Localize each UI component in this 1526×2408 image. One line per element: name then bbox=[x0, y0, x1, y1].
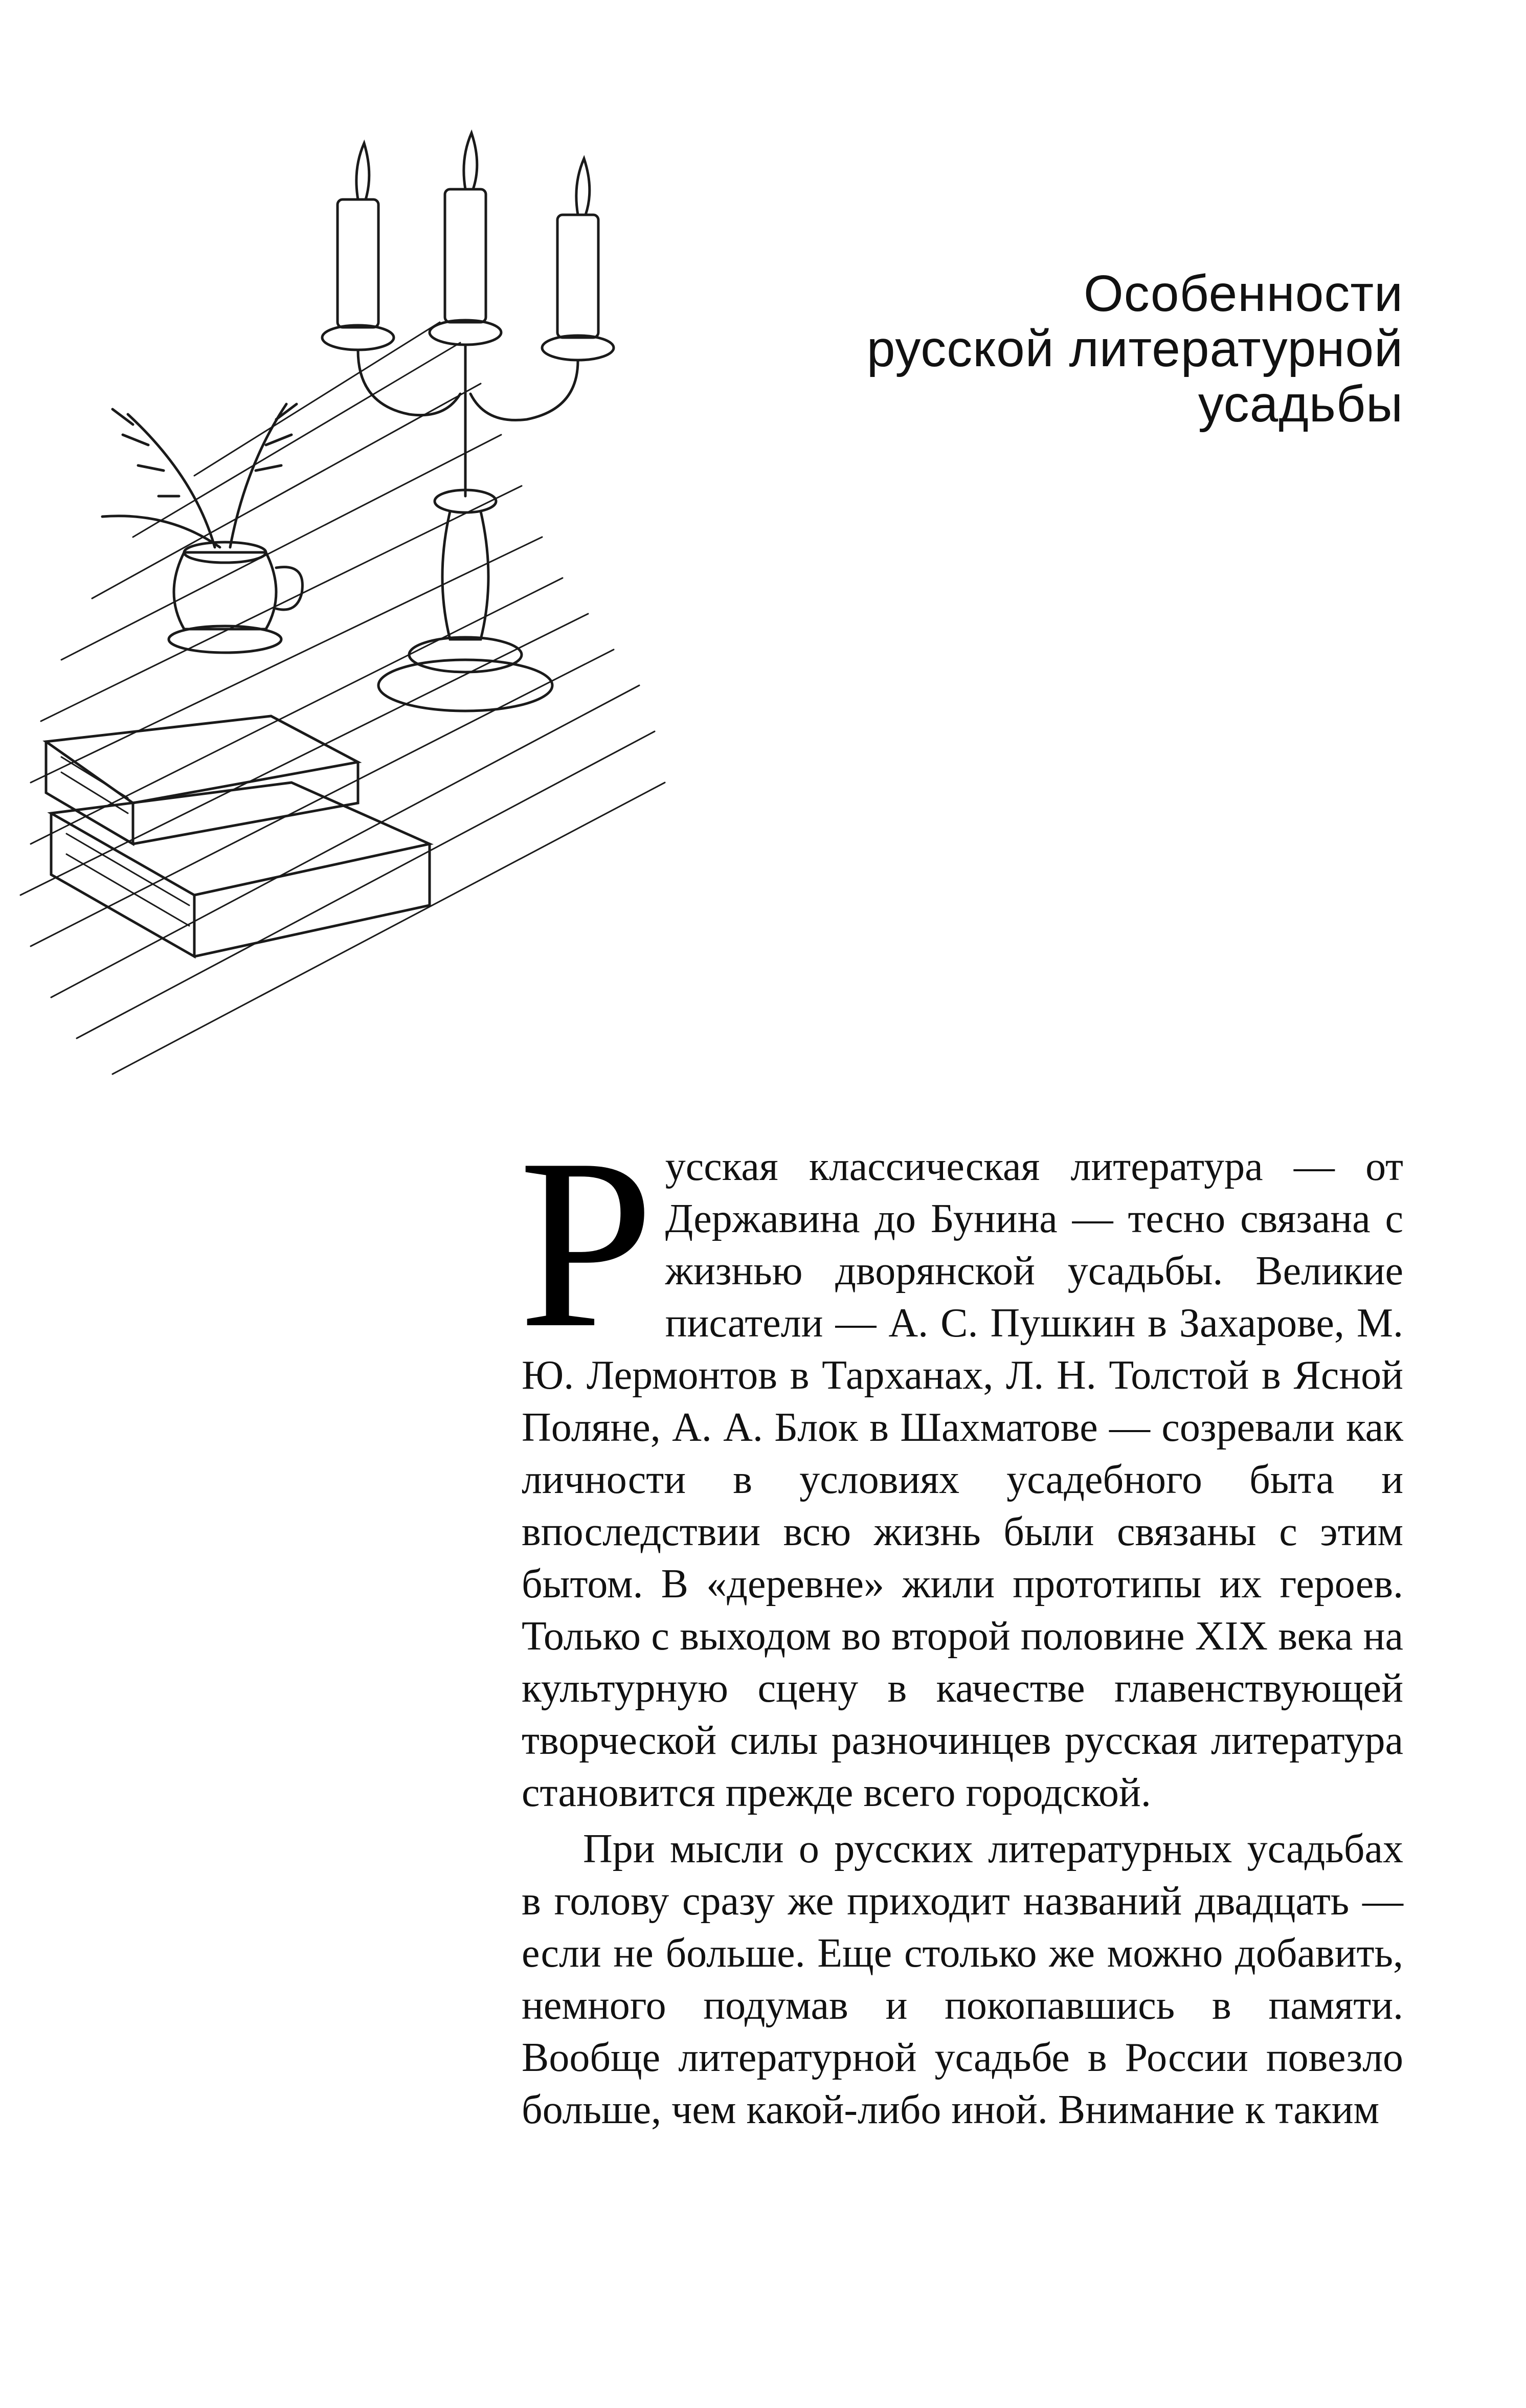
drop-cap: Р bbox=[519, 1108, 654, 1378]
paragraph-2: При мысли о русских литературных усадьбах в голову сразу же приходит названий двадцать — если не больше. Еще столько же можно добавить, немного подумав и покопавшись в памяти. Вообще литературной усадьбе в России повезло больше, чем какой-либо иной. Внимание к таким bbox=[522, 1826, 1403, 2132]
chapter-title-line-1: Особенности bbox=[1083, 265, 1403, 322]
paragraph-1 bbox=[519, 1108, 1403, 1819]
body-text bbox=[519, 1108, 1403, 2136]
candelabra-books-vase-illustration bbox=[0, 77, 757, 1130]
chapter-title-line-3: усадьбы bbox=[1198, 375, 1403, 433]
chapter-title-line-2: русской литературной bbox=[866, 320, 1403, 377]
books-icon bbox=[46, 716, 430, 956]
table-hatching-icon bbox=[20, 322, 665, 1074]
vase-icon bbox=[102, 404, 302, 653]
paragraph-1-text: усская классическая литература — от Державина до Бунина — тесно связана с жизнью дворянской усадьбы. Великие писатели — А. С. Пушкин в Захарове, М. Ю. Лермонтов в Тарханах, Л. Н. Толстой в Ясной Поляне, А. А. Блок в Шахматове — созревали как личности в условиях усадебного быта и впоследствии всю жизнь были связаны с этим бытом. В «деревне» жили прототипы их героев. Только с выходом во второй половине XIX века на культурную сцену в качестве главенствующей творческой силы разночинцев русская литература становится прежде всего городской. bbox=[522, 1144, 1403, 1815]
chapter-title bbox=[687, 266, 1403, 432]
candelabra-icon bbox=[322, 133, 614, 711]
